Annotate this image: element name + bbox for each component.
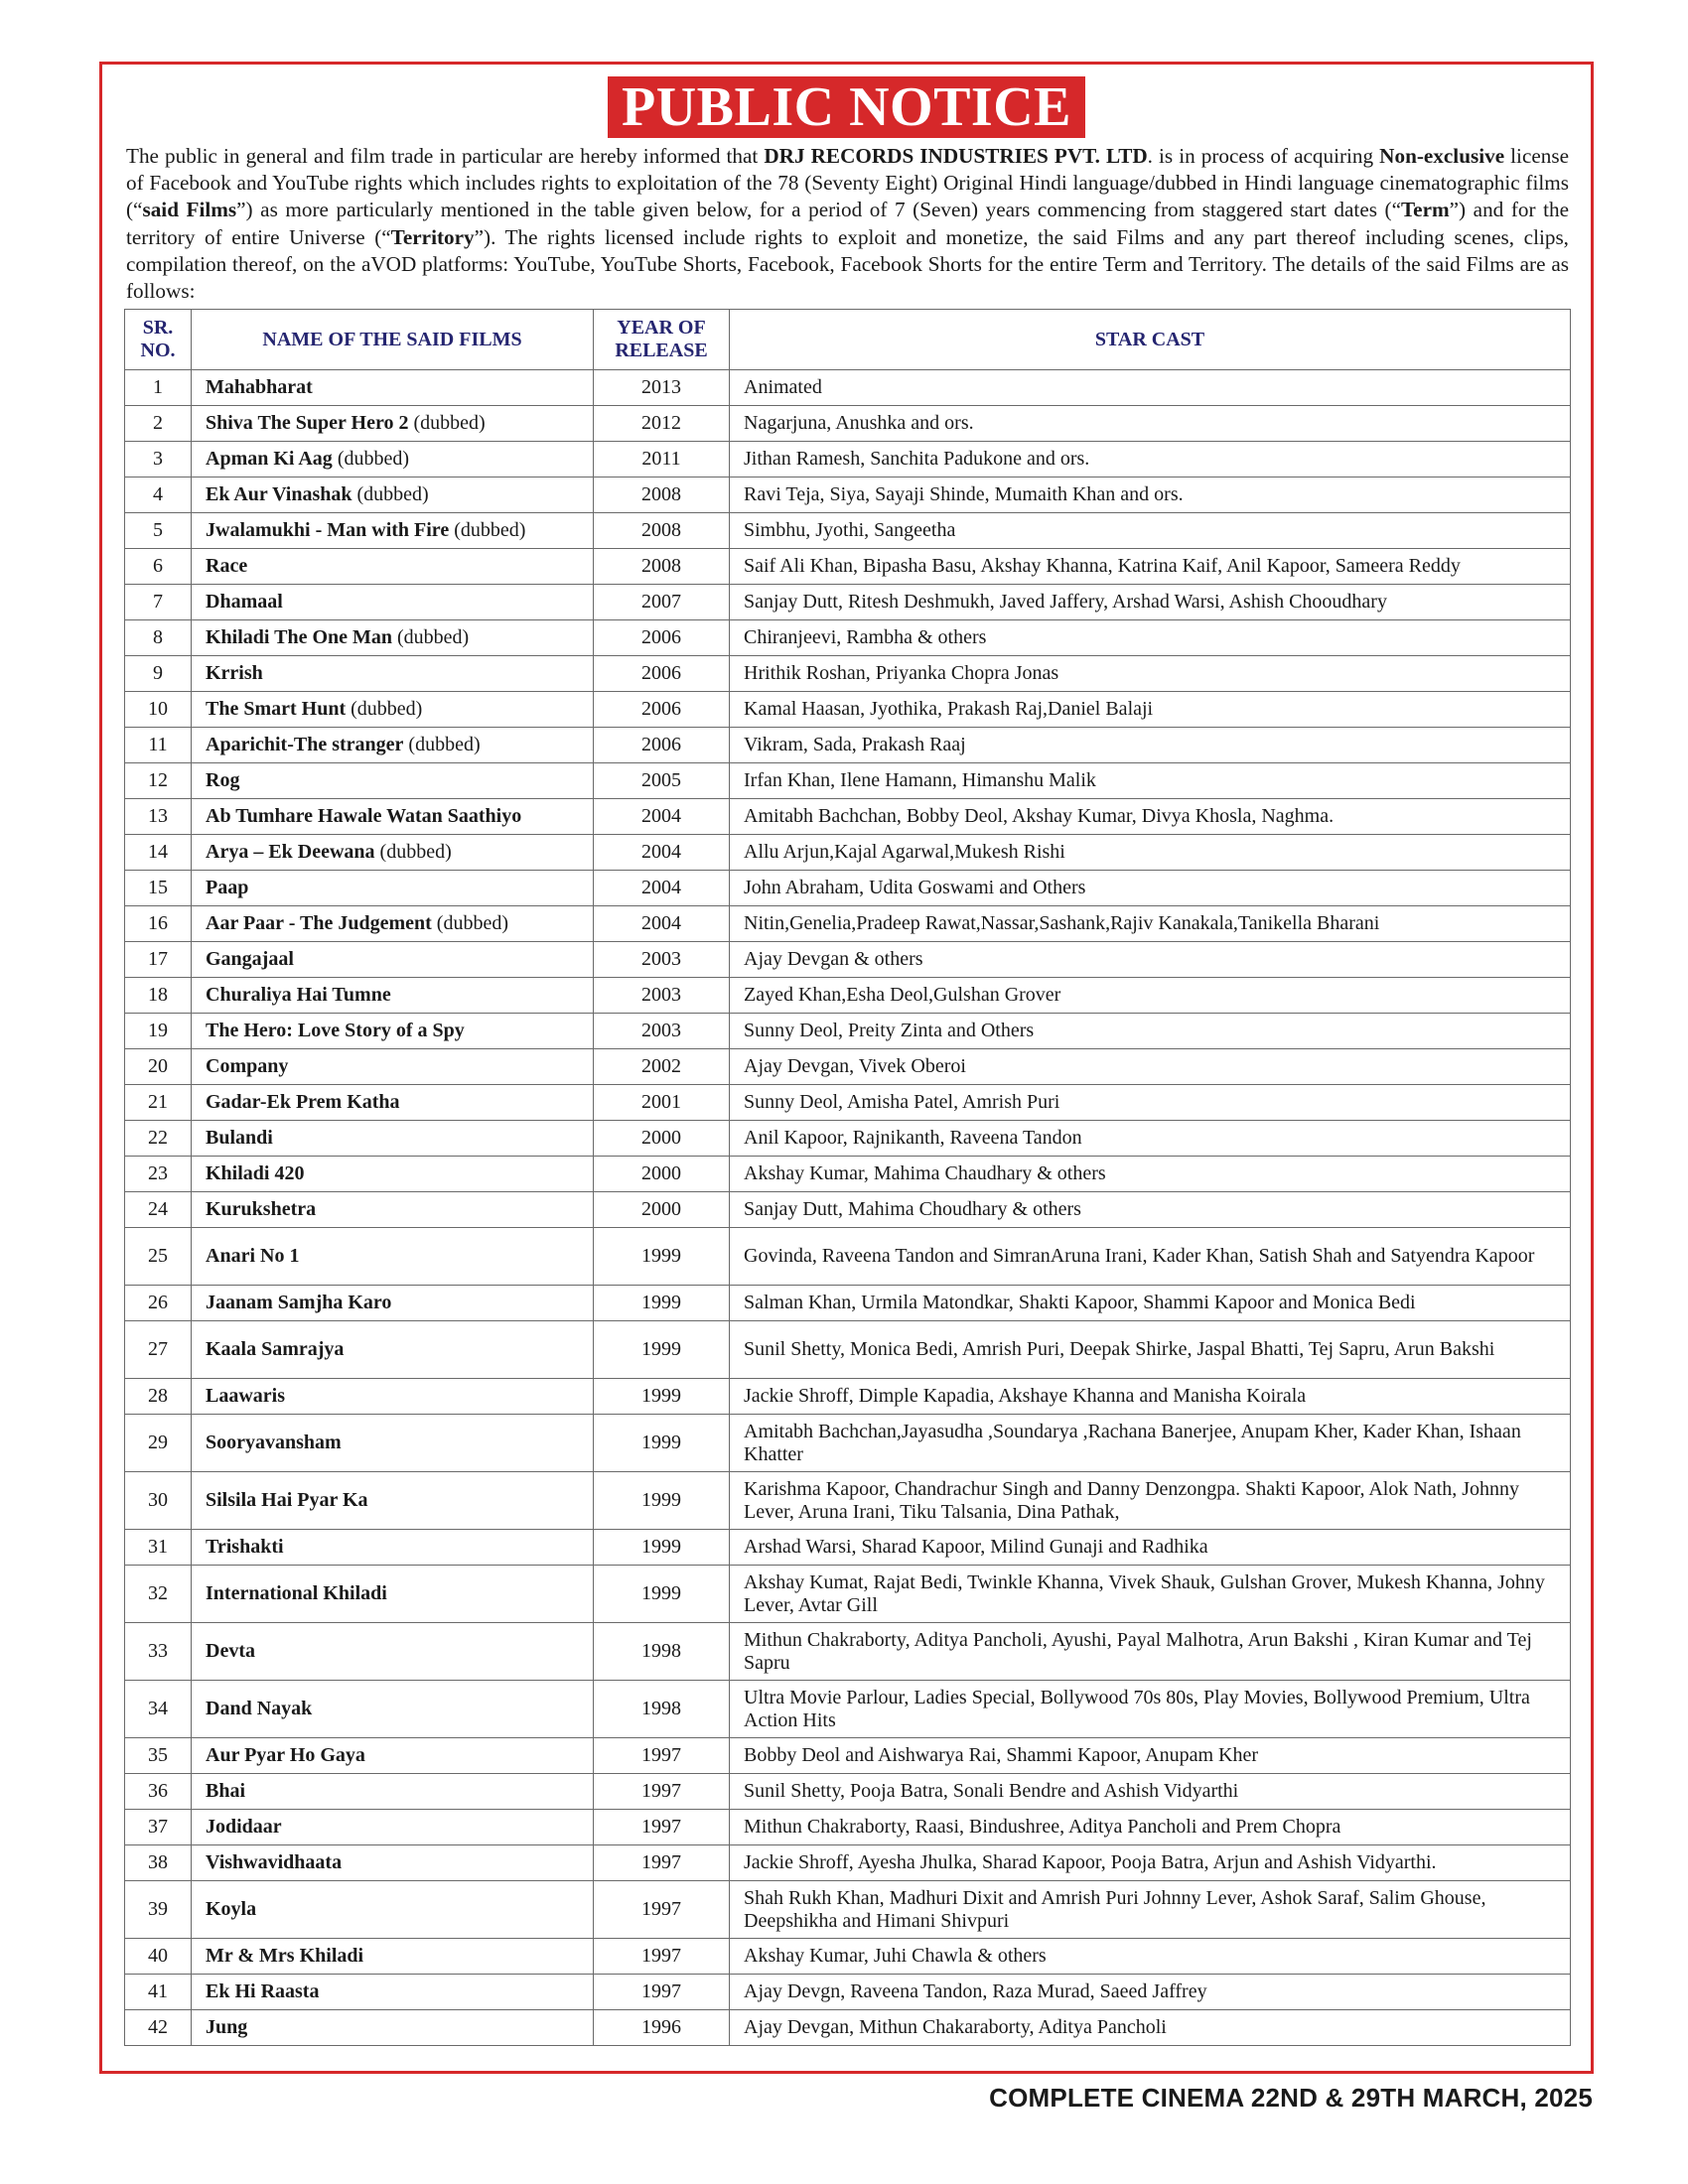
cell-sr-no: 21 <box>125 1085 192 1121</box>
film-title: Dand Nayak <box>206 1698 313 1719</box>
cell-film-name <box>192 871 594 906</box>
cell-star-cast: Zayed Khan,Esha Deol,Gulshan Grover <box>730 978 1571 1014</box>
cell-sr-no: 7 <box>125 585 192 620</box>
cell-star-cast: Sunny Deol, Amisha Patel, Amrish Puri <box>730 1085 1571 1121</box>
table-row <box>125 728 1571 763</box>
film-title: Sooryavansham <box>206 1432 342 1453</box>
cell-release-year: 2003 <box>594 1014 730 1049</box>
header-year <box>594 310 730 370</box>
film-title: Trishakti <box>206 1536 284 1558</box>
film-dubbed-note: (dubbed) <box>392 626 470 648</box>
cell-star-cast: Akshay Kumar, Juhi Chawla & others <box>730 1939 1571 1975</box>
intro-text: license of Facebook and YouTube rights which includes rights to exploitation of the 78 (Seventy Eight) Original Hindi language/dubbed in Hindi language cinematographic films (“ <box>126 144 1569 222</box>
cell-film-name <box>192 370 594 406</box>
cell-release-year: 1997 <box>594 1975 730 2010</box>
table-row <box>125 799 1571 835</box>
cell-sr-no: 32 <box>125 1566 192 1623</box>
cell-star-cast: Mithun Chakraborty, Raasi, Bindushree, Aditya Pancholi and Prem Chopra <box>730 1810 1571 1845</box>
cell-sr-no: 23 <box>125 1157 192 1192</box>
cell-sr-no: 4 <box>125 478 192 513</box>
cell-sr-no: 3 <box>125 442 192 478</box>
cell-release-year: 2007 <box>594 585 730 620</box>
cell-release-year: 1999 <box>594 1472 730 1530</box>
cell-star-cast: Chiranjeevi, Rambha & others <box>730 620 1571 656</box>
cell-sr-no: 34 <box>125 1681 192 1738</box>
cell-release-year: 2003 <box>594 942 730 978</box>
cell-film-name <box>192 1530 594 1566</box>
film-dubbed-note: (dubbed) <box>374 841 452 863</box>
cell-film-name <box>192 1415 594 1472</box>
cell-film-name <box>192 1845 594 1881</box>
cell-sr-no: 25 <box>125 1228 192 1286</box>
cell-film-name <box>192 1975 594 2010</box>
cell-sr-no: 8 <box>125 620 192 656</box>
cell-star-cast: Amitabh Bachchan,Jayasudha ,Soundarya ,Rachana Banerjee, Anupam Kher, Kader Khan, Ishaan Khatter <box>730 1415 1571 1472</box>
cell-film-name <box>192 1228 594 1286</box>
cell-sr-no: 33 <box>125 1623 192 1681</box>
cell-release-year: 2001 <box>594 1085 730 1121</box>
cell-release-year: 2006 <box>594 620 730 656</box>
cell-release-year: 2004 <box>594 871 730 906</box>
film-title: Gangajaal <box>206 948 294 970</box>
table-row <box>125 1975 1571 2010</box>
cell-release-year: 2013 <box>594 370 730 406</box>
cell-film-name <box>192 1192 594 1228</box>
intro-text: ”). The rights licensed include rights to exploit and monetize, the said Films and any part thereof including scenes, clips, compilation thereof, on the aVOD platforms: YouTube, YouTube Shorts, Facebook, Facebook Shorts for the entire Term and Territory. The details of the said Films are as follows: <box>126 224 1569 304</box>
cell-film-name <box>192 1738 594 1774</box>
cell-release-year: 2008 <box>594 513 730 549</box>
film-title: Mahabharat <box>206 376 313 398</box>
cell-star-cast: Animated <box>730 370 1571 406</box>
cell-film-name <box>192 835 594 871</box>
cell-sr-no: 30 <box>125 1472 192 1530</box>
cell-sr-no: 18 <box>125 978 192 1014</box>
table-row <box>125 549 1571 585</box>
table-row <box>125 656 1571 692</box>
cell-sr-no: 13 <box>125 799 192 835</box>
cell-film-name <box>192 1623 594 1681</box>
notice-frame <box>99 62 1594 2074</box>
film-title: Aur Pyar Ho Gaya <box>206 1744 365 1766</box>
film-title: Ek Aur Vinashak <box>206 483 352 505</box>
cell-star-cast: Ajay Devgan, Vivek Oberoi <box>730 1049 1571 1085</box>
film-title: Bulandi <box>206 1127 273 1149</box>
cell-release-year: 1997 <box>594 1881 730 1939</box>
cell-sr-no: 35 <box>125 1738 192 1774</box>
cell-star-cast: Anil Kapoor, Rajnikanth, Raveena Tandon <box>730 1121 1571 1157</box>
table-row <box>125 835 1571 871</box>
table-row <box>125 1157 1571 1192</box>
cell-star-cast: Govinda, Raveena Tandon and SimranAruna Irani, Kader Khan, Satish Shah and Satyendra Kapoor <box>730 1228 1571 1286</box>
cell-star-cast: Jithan Ramesh, Sanchita Padukone and ors. <box>730 442 1571 478</box>
table-row <box>125 1472 1571 1530</box>
cell-release-year: 2006 <box>594 728 730 763</box>
film-dubbed-note: (dubbed) <box>332 448 410 470</box>
cell-release-year: 1997 <box>594 1845 730 1881</box>
cell-film-name <box>192 1774 594 1810</box>
film-title: Devta <box>206 1640 255 1662</box>
cell-sr-no: 39 <box>125 1881 192 1939</box>
cell-sr-no: 17 <box>125 942 192 978</box>
film-title: Koyla <box>206 1898 257 1920</box>
film-dubbed-note: (dubbed) <box>346 698 423 720</box>
film-title: Kurukshetra <box>206 1198 317 1220</box>
header-film-name: NAME OF THE SAID FILMS <box>192 310 594 370</box>
publication-footer: COMPLETE CINEMA 22ND & 29TH MARCH, 2025 <box>989 2083 1593 2113</box>
cell-star-cast: Karishma Kapoor, Chandrachur Singh and Danny Denzongpa. Shakti Kapoor, Alok Nath, Johnny Lever, Aruna Irani, Tiku Talsania, Dina Pathak, <box>730 1472 1571 1530</box>
cell-star-cast: Akshay Kumar, Mahima Chaudhary & others <box>730 1157 1571 1192</box>
film-dubbed-note: (dubbed) <box>408 412 486 434</box>
cell-release-year: 2005 <box>594 763 730 799</box>
cell-star-cast: Sanjay Dutt, Mahima Choudhary & others <box>730 1192 1571 1228</box>
cell-release-year: 2008 <box>594 549 730 585</box>
cell-release-year: 1997 <box>594 1774 730 1810</box>
cell-star-cast: Nitin,Genelia,Pradeep Rawat,Nassar,Sashank,Rajiv Kanakala,Tanikella Bharani <box>730 906 1571 942</box>
cell-film-name <box>192 1049 594 1085</box>
film-title: The Smart Hunt <box>206 698 347 720</box>
table-row <box>125 1286 1571 1321</box>
table-row <box>125 585 1571 620</box>
cell-sr-no: 36 <box>125 1774 192 1810</box>
cell-star-cast: Jackie Shroff, Dimple Kapadia, Akshaye Khanna and Manisha Koirala <box>730 1379 1571 1415</box>
table-row <box>125 1192 1571 1228</box>
cell-sr-no: 2 <box>125 406 192 442</box>
table-row <box>125 1881 1571 1939</box>
cell-sr-no: 15 <box>125 871 192 906</box>
table-row <box>125 978 1571 1014</box>
cell-sr-no: 29 <box>125 1415 192 1472</box>
table-header-row <box>125 310 1571 370</box>
film-title: Dhamaal <box>206 591 283 613</box>
cell-release-year: 2012 <box>594 406 730 442</box>
film-title: Kaala Samrajya <box>206 1338 345 1360</box>
cell-sr-no: 20 <box>125 1049 192 1085</box>
cell-star-cast: Irfan Khan, Ilene Hamann, Himanshu Malik <box>730 763 1571 799</box>
film-title: Jodidaar <box>206 1816 282 1838</box>
cell-film-name <box>192 1286 594 1321</box>
cell-star-cast: Ajay Devgan, Mithun Chakaraborty, Aditya Pancholi <box>730 2010 1571 2046</box>
cell-film-name <box>192 799 594 835</box>
cell-sr-no: 12 <box>125 763 192 799</box>
film-title: Rog <box>206 769 240 791</box>
table-row <box>125 1681 1571 1738</box>
intro-bold-text: Non-exclusive <box>1379 144 1505 168</box>
table-row <box>125 1014 1571 1049</box>
table-row <box>125 1530 1571 1566</box>
cell-release-year: 1997 <box>594 1810 730 1845</box>
cell-star-cast: Ravi Teja, Siya, Sayaji Shinde, Mumaith Khan and ors. <box>730 478 1571 513</box>
cell-sr-no: 40 <box>125 1939 192 1975</box>
film-title: Aar Paar - The Judgement <box>206 912 432 934</box>
film-title: Khiladi 420 <box>206 1162 305 1184</box>
film-title: Paap <box>206 877 249 898</box>
header-star-cast: STAR CAST <box>730 310 1571 370</box>
notice-intro <box>126 143 1569 305</box>
film-title: Laawaris <box>206 1385 285 1407</box>
cell-sr-no: 22 <box>125 1121 192 1157</box>
cell-sr-no: 24 <box>125 1192 192 1228</box>
cell-star-cast: Saif Ali Khan, Bipasha Basu, Akshay Khanna, Katrina Kaif, Anil Kapoor, Sameera Reddy <box>730 549 1571 585</box>
intro-bold-text: Term <box>1401 198 1450 222</box>
film-dubbed-note: (dubbed) <box>403 734 481 755</box>
header-year-line2: RELEASE <box>615 340 708 361</box>
header-sr-line1: SR. <box>142 317 174 339</box>
cell-star-cast: Arshad Warsi, Sharad Kapoor, Milind Gunaji and Radhika <box>730 1530 1571 1566</box>
cell-release-year: 2004 <box>594 799 730 835</box>
intro-text: The public in general and film trade in particular are hereby informed that <box>126 144 765 168</box>
table-row <box>125 1774 1571 1810</box>
film-title: Anari No 1 <box>206 1245 300 1267</box>
cell-star-cast: Nagarjuna, Anushka and ors. <box>730 406 1571 442</box>
cell-release-year: 1999 <box>594 1286 730 1321</box>
cell-star-cast: Sunny Deol, Preity Zinta and Others <box>730 1014 1571 1049</box>
cell-film-name <box>192 406 594 442</box>
cell-star-cast: Bobby Deol and Aishwarya Rai, Shammi Kapoor, Anupam Kher <box>730 1738 1571 1774</box>
cell-release-year: 1997 <box>594 1738 730 1774</box>
cell-star-cast: Allu Arjun,Kajal Agarwal,Mukesh Rishi <box>730 835 1571 871</box>
cell-star-cast: Salman Khan, Urmila Matondkar, Shakti Kapoor, Shammi Kapoor and Monica Bedi <box>730 1286 1571 1321</box>
cell-release-year: 1999 <box>594 1415 730 1472</box>
cell-film-name <box>192 1472 594 1530</box>
header-year-line1: YEAR OF <box>617 317 706 339</box>
film-title: Shiva The Super Hero 2 <box>206 412 409 434</box>
cell-film-name <box>192 2010 594 2046</box>
film-title: Jaanam Samjha Karo <box>206 1292 392 1313</box>
cell-star-cast: Sunil Shetty, Pooja Batra, Sonali Bendre and Ashish Vidyarthi <box>730 1774 1571 1810</box>
film-title: Aparichit-The stranger <box>206 734 404 755</box>
cell-release-year: 1998 <box>594 1681 730 1738</box>
film-title: Bhai <box>206 1780 246 1802</box>
table-row <box>125 942 1571 978</box>
intro-text: ”) and for the territory of entire Universe (“ <box>126 198 1569 249</box>
cell-star-cast: Sunil Shetty, Monica Bedi, Amrish Puri, Deepak Shirke, Jaspal Bhatti, Tej Sapru, Arun Bakshi <box>730 1321 1571 1379</box>
film-title: The Hero: Love Story of a Spy <box>206 1020 465 1041</box>
cell-release-year: 1997 <box>594 1939 730 1975</box>
film-title: Race <box>206 555 248 577</box>
film-title: Khiladi The One Man <box>206 626 393 648</box>
cell-film-name <box>192 1681 594 1738</box>
notice-title: PUBLIC NOTICE <box>608 76 1085 138</box>
film-title: Jung <box>206 2016 248 2038</box>
header-sr-line2: NO. <box>140 340 176 361</box>
table-row <box>125 692 1571 728</box>
table-row <box>125 478 1571 513</box>
cell-film-name <box>192 763 594 799</box>
cell-film-name <box>192 942 594 978</box>
cell-sr-no: 42 <box>125 2010 192 2046</box>
cell-film-name <box>192 1379 594 1415</box>
cell-film-name <box>192 549 594 585</box>
film-title: Mr & Mrs Khiladi <box>206 1945 364 1967</box>
table-body <box>125 370 1571 2046</box>
cell-release-year: 2004 <box>594 835 730 871</box>
table-row <box>125 1228 1571 1286</box>
cell-release-year: 1999 <box>594 1228 730 1286</box>
table-row <box>125 1085 1571 1121</box>
cell-sr-no: 26 <box>125 1286 192 1321</box>
cell-star-cast: Akshay Kumat, Rajat Bedi, Twinkle Khanna, Vivek Shauk, Gulshan Grover, Mukesh Khanna, Johny Lever, Avtar Gill <box>730 1566 1571 1623</box>
cell-film-name <box>192 728 594 763</box>
cell-release-year: 2011 <box>594 442 730 478</box>
cell-sr-no: 16 <box>125 906 192 942</box>
intro-bold-text: Territory <box>390 224 475 249</box>
cell-release-year: 2000 <box>594 1192 730 1228</box>
cell-film-name <box>192 1157 594 1192</box>
film-title: International Khiladi <box>206 1582 387 1604</box>
cell-film-name <box>192 906 594 942</box>
cell-star-cast: John Abraham, Udita Goswami and Others <box>730 871 1571 906</box>
cell-star-cast: Ultra Movie Parlour, Ladies Special, Bollywood 70s 80s, Play Movies, Bollywood Premium, Ultra Action Hits <box>730 1681 1571 1738</box>
table-row <box>125 1379 1571 1415</box>
cell-release-year: 2000 <box>594 1121 730 1157</box>
cell-film-name <box>192 1321 594 1379</box>
cell-sr-no: 37 <box>125 1810 192 1845</box>
cell-film-name <box>192 1881 594 1939</box>
intro-text: ”) as more particularly mentioned in the table given below, for a period of 7 (Seven) years commencing from staggered start dates (“ <box>236 198 1401 222</box>
cell-star-cast: Ajay Devgan & others <box>730 942 1571 978</box>
film-title: Ek Hi Raasta <box>206 1980 320 2002</box>
cell-sr-no: 27 <box>125 1321 192 1379</box>
films-table <box>124 309 1571 2046</box>
table-row <box>125 763 1571 799</box>
cell-release-year: 2008 <box>594 478 730 513</box>
film-title: Krrish <box>206 662 263 684</box>
table-row <box>125 1321 1571 1379</box>
cell-release-year: 1996 <box>594 2010 730 2046</box>
cell-star-cast: Hrithik Roshan, Priyanka Chopra Jonas <box>730 656 1571 692</box>
cell-sr-no: 9 <box>125 656 192 692</box>
cell-sr-no: 19 <box>125 1014 192 1049</box>
cell-sr-no: 6 <box>125 549 192 585</box>
cell-film-name <box>192 1939 594 1975</box>
table-row <box>125 406 1571 442</box>
table-row <box>125 1623 1571 1681</box>
table-row <box>125 1415 1571 1472</box>
cell-sr-no: 14 <box>125 835 192 871</box>
table-row <box>125 513 1571 549</box>
cell-film-name <box>192 478 594 513</box>
film-dubbed-note: (dubbed) <box>449 519 526 541</box>
cell-release-year: 1998 <box>594 1623 730 1681</box>
cell-release-year: 2000 <box>594 1157 730 1192</box>
cell-release-year: 1999 <box>594 1379 730 1415</box>
film-title: Silsila Hai Pyar Ka <box>206 1489 368 1511</box>
cell-sr-no: 31 <box>125 1530 192 1566</box>
film-title: Company <box>206 1055 289 1077</box>
table-row <box>125 906 1571 942</box>
cell-release-year: 2002 <box>594 1049 730 1085</box>
cell-film-name <box>192 1566 594 1623</box>
cell-film-name <box>192 620 594 656</box>
film-dubbed-note: (dubbed) <box>431 912 508 934</box>
cell-star-cast: Simbhu, Jyothi, Sangeetha <box>730 513 1571 549</box>
cell-release-year: 1999 <box>594 1321 730 1379</box>
cell-release-year: 2004 <box>594 906 730 942</box>
table-row <box>125 2010 1571 2046</box>
intro-text: . is in process of acquiring <box>1147 144 1380 168</box>
cell-film-name <box>192 1810 594 1845</box>
cell-star-cast: Mithun Chakraborty, Aditya Pancholi, Ayushi, Payal Malhotra, Arun Bakshi , Kiran Kumar and Tej Sapru <box>730 1623 1571 1681</box>
cell-film-name <box>192 1085 594 1121</box>
film-title: Arya – Ek Deewana <box>206 841 375 863</box>
cell-sr-no: 28 <box>125 1379 192 1415</box>
cell-sr-no: 10 <box>125 692 192 728</box>
cell-release-year: 1999 <box>594 1530 730 1566</box>
table-row <box>125 442 1571 478</box>
cell-star-cast: Ajay Devgn, Raveena Tandon, Raza Murad, Saeed Jaffrey <box>730 1975 1571 2010</box>
cell-release-year: 2006 <box>594 692 730 728</box>
film-title: Jwalamukhi - Man with Fire <box>206 519 450 541</box>
cell-sr-no: 38 <box>125 1845 192 1881</box>
table-row <box>125 1845 1571 1881</box>
film-title: Gadar-Ek Prem Katha <box>206 1091 400 1113</box>
table-row <box>125 1738 1571 1774</box>
cell-sr-no: 41 <box>125 1975 192 2010</box>
title-wrap <box>102 76 1591 138</box>
cell-film-name <box>192 513 594 549</box>
table-row <box>125 871 1571 906</box>
table-row <box>125 370 1571 406</box>
cell-sr-no: 5 <box>125 513 192 549</box>
cell-film-name <box>192 442 594 478</box>
table-row <box>125 1049 1571 1085</box>
cell-release-year: 2003 <box>594 978 730 1014</box>
cell-star-cast: Vikram, Sada, Prakash Raaj <box>730 728 1571 763</box>
film-dubbed-note: (dubbed) <box>352 483 429 505</box>
film-title: Ab Tumhare Hawale Watan Saathiyo <box>206 805 522 827</box>
cell-film-name <box>192 1014 594 1049</box>
cell-film-name <box>192 585 594 620</box>
cell-sr-no: 11 <box>125 728 192 763</box>
cell-sr-no: 1 <box>125 370 192 406</box>
intro-bold-text: said Films <box>142 198 237 222</box>
table-row <box>125 1566 1571 1623</box>
cell-film-name <box>192 1121 594 1157</box>
cell-release-year: 1999 <box>594 1566 730 1623</box>
cell-star-cast: Amitabh Bachchan, Bobby Deol, Akshay Kumar, Divya Khosla, Naghma. <box>730 799 1571 835</box>
cell-release-year: 2006 <box>594 656 730 692</box>
film-title: Vishwavidhaata <box>206 1851 343 1873</box>
cell-star-cast: Jackie Shroff, Ayesha Jhulka, Sharad Kapoor, Pooja Batra, Arjun and Ashish Vidyarthi. <box>730 1845 1571 1881</box>
film-title: Apman Ki Aag <box>206 448 333 470</box>
film-title: Churaliya Hai Tumne <box>206 984 391 1006</box>
table-row <box>125 1121 1571 1157</box>
table-row <box>125 620 1571 656</box>
header-sr-no <box>125 310 192 370</box>
cell-star-cast: Shah Rukh Khan, Madhuri Dixit and Amrish Puri Johnny Lever, Ashok Saraf, Salim Ghouse, Deepshikha and Himani Shivpuri <box>730 1881 1571 1939</box>
table-row <box>125 1810 1571 1845</box>
cell-film-name <box>192 656 594 692</box>
table-row <box>125 1939 1571 1975</box>
cell-star-cast: Sanjay Dutt, Ritesh Deshmukh, Javed Jaffery, Arshad Warsi, Ashish Chooudhary <box>730 585 1571 620</box>
intro-bold-text: DRJ RECORDS INDUSTRIES PVT. LTD <box>764 144 1148 168</box>
cell-film-name <box>192 978 594 1014</box>
cell-star-cast: Kamal Haasan, Jyothika, Prakash Raj,Daniel Balaji <box>730 692 1571 728</box>
cell-film-name <box>192 692 594 728</box>
